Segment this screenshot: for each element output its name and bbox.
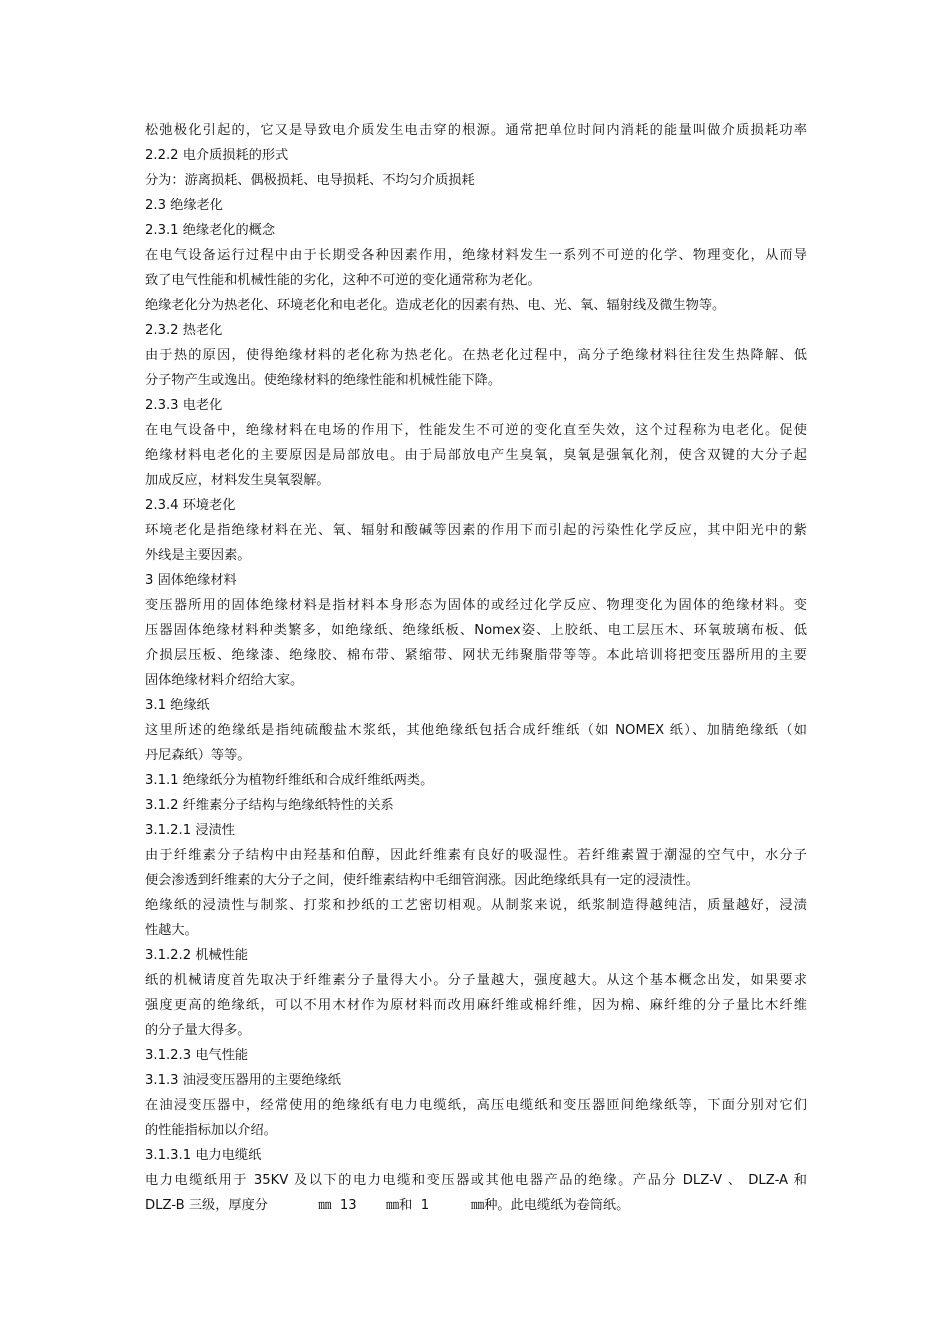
text-line: 变压器所用的固体绝缘材料是指材料本身形态为固体的或经过化学反应、物理变化为固体的绝缘材料。变 <box>145 598 807 613</box>
text-line: 性越大。 <box>145 923 198 938</box>
text-line: 的分子量大得多。 <box>145 1023 251 1038</box>
text-line: 固体绝缘材料介绍给大家。 <box>145 673 304 688</box>
text-line: 3.1 绝缘纸 <box>145 698 210 713</box>
text-line: 在电气设备中，绝缘材料在电场的作用下，性能发生不可逆的变化直至失效，这个过程称为电老化。促使 <box>145 423 807 438</box>
text-line: 外线是主要因素。 <box>145 548 251 563</box>
text-line: 电力电缆纸用于 35KV 及以下的电力电缆和变压器或其他电器产品的绝缘。产品分 DLZ-V 、 DLZ-A 和 <box>145 1173 807 1188</box>
text-line: 环境老化是指绝缘材料在光、氧、辐射和酸碱等因素的作用下而引起的污染性化学反应，其中阳光中的紫 <box>145 523 807 538</box>
text-line: 3.1.2 纤维素分子结构与绝缘纸特性的关系 <box>145 798 394 813</box>
text-line: 3.1.2.3 电气性能 <box>145 1048 249 1063</box>
text-line: 2.3.3 电老化 <box>145 398 223 413</box>
text-line: DLZ-B 三级，厚度分 ㎜ 13 ㎜和 1 ㎜种。此电缆纸为卷筒纸。 <box>145 1198 630 1213</box>
text-line: 3.1.2.2 机械性能 <box>145 948 249 963</box>
document-body <box>145 118 807 1218</box>
text-line: 由于纤维素分子结构中由羟基和伯醇，因此纤维素有良好的吸湿性。若纤维素置于潮湿的空气中，水分子 <box>145 848 807 863</box>
text-line: 介损层压板、绝缘漆、绝缘胶、棉布带、紧缩带、网状无纬聚脂带等等。本此培训将把变压器所用的主要 <box>145 648 807 663</box>
text-line: 绝缘老化分为热老化、环境老化和电老化。造成老化的因素有热、电、光、氧、辐射线及微生物等。 <box>145 298 726 313</box>
text-line: 3.1.2.1 浸渍性 <box>145 823 235 838</box>
text-line: 2.3.1 绝缘老化的概念 <box>145 223 276 238</box>
text-line: 在油浸变压器中，经常使用的绝缘纸有电力电缆纸，高压电缆纸和变压器匝间绝缘纸等，下面分别对它们 <box>145 1098 807 1113</box>
text-line: 这里所述的绝缘纸是指纯硫酸盐木浆纸，其他绝缘纸包括合成纤维纸（如 NOMEX 纸）、加腈绝缘纸（如 <box>145 723 807 738</box>
text-line: 分子物产生或逸出。使绝缘材料的绝缘性能和机械性能下降。 <box>145 373 502 388</box>
text-line: 3.1.3 油浸变压器用的主要绝缘纸 <box>145 1073 341 1088</box>
text-line: 压器固体绝缘材料种类繁多，如绝缘纸、绝缘纸板、Nomex姿、上胶纸、电工层压木、环氧玻璃布板、低 <box>145 623 807 638</box>
text-line: 3 固体绝缘材料 <box>145 573 237 588</box>
text-line: 在电气设备运行过程中由于长期受各种因素作用，绝缘材料发生一系列不可逆的化学、物理变化，从而导 <box>145 248 807 263</box>
text-line: 2.3 绝缘老化 <box>145 198 223 213</box>
text-line: 2.3.4 环境老化 <box>145 498 236 513</box>
text-line: 3.1.1 绝缘纸分为植物纤维纸和合成纤维纸两类。 <box>145 773 434 788</box>
text-line: 纸的机械请度首先取决于纤维素分子量得大小。分子量越大，强度越大。从这个基本概念出发，如果要求 <box>145 973 807 988</box>
text-line: 强度更高的绝缘纸，可以不用木材作为原材料而改用麻纤维或棉纤维，因为棉、麻纤维的分子量比木纤维 <box>145 998 807 1013</box>
text-line: 便会渗透到纤维素的大分子之间，使纤维素结构中毛细管润涨。因此绝缘纸具有一定的浸渍性。 <box>145 873 699 888</box>
text-line: 丹尼森纸）等等。 <box>145 748 251 763</box>
text-line: 3.1.3.1 电力电缆纸 <box>145 1148 262 1163</box>
text-line: 2.3.2 热老化 <box>145 323 223 338</box>
text-line: 2.2.2 电介质损耗的形式 <box>145 148 289 163</box>
text-line: 绝缘纸的浸渍性与制浆、打浆和抄纸的工艺密切相观。从制浆来说，纸浆制造得越纯洁，质量越好，浸渍 <box>145 898 807 913</box>
text-line: 绝缘材料电老化的主要原因是局部放电。由于局部放电产生臭氧，臭氧是强氧化剂，使含双键的大分子起 <box>145 448 807 463</box>
text-line: 分为：游离损耗、偶极损耗、电导损耗、不均匀介质损耗 <box>145 173 475 188</box>
text-line: 加成反应，材料发生臭氧裂解。 <box>145 473 330 488</box>
text-line: 由于热的原因，使得绝缘材料的老化称为热老化。在热老化过程中，高分子绝缘材料往往发生热降解、低 <box>145 348 807 363</box>
text-line: 松弛极化引起的，它又是导致电介质发生电击穿的根源。通常把单位时间内消耗的能量叫做介质损耗功率 <box>145 123 807 138</box>
text-line: 的性能指标加以介绍。 <box>145 1123 277 1138</box>
text-line: 致了电气性能和机械性能的劣化，这种不可逆的变化通常称为老化。 <box>145 273 541 288</box>
